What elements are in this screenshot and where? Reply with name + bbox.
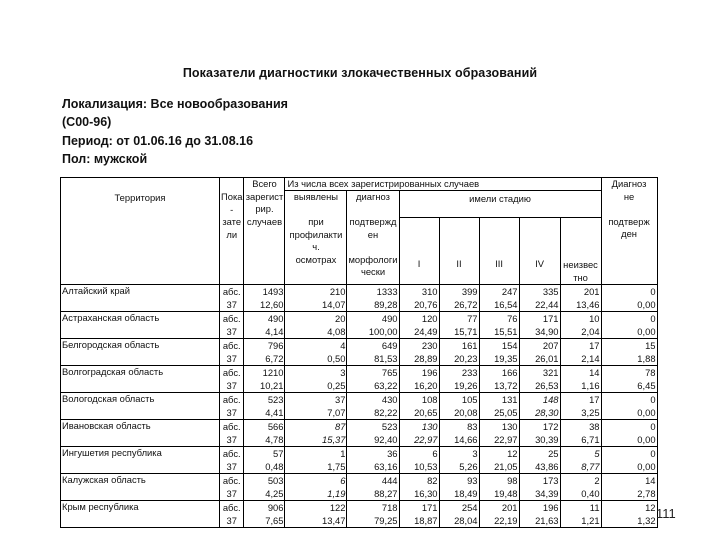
value-cell: 4,41 <box>244 406 285 420</box>
value-cell: 0 <box>601 447 657 461</box>
value-cell: 0,00 <box>601 433 657 447</box>
header-stage-3 <box>479 218 519 285</box>
value-cell: 7,07 <box>285 406 347 420</box>
header-stage-group-label: имели стадию <box>469 193 531 204</box>
value-cell: 108 <box>399 393 439 407</box>
indicator-abs: абс. <box>220 285 244 299</box>
value-cell: 254 <box>439 501 479 515</box>
value-cell: 14 <box>560 366 601 380</box>
page-number: 111 <box>656 506 676 521</box>
indicator-abs: абс. <box>220 312 244 326</box>
value-cell: 120 <box>399 312 439 326</box>
table-row <box>61 501 658 515</box>
value-cell: 6,71 <box>560 433 601 447</box>
table-row <box>61 285 658 299</box>
value-cell: 796 <box>244 339 285 353</box>
header-detected-prophylactic <box>285 191 347 285</box>
value-cell: 0,48 <box>244 460 285 474</box>
value-cell: 19,26 <box>439 379 479 393</box>
value-cell: 1,16 <box>560 379 601 393</box>
value-cell: 0,50 <box>285 352 347 366</box>
value-cell: 0 <box>601 312 657 326</box>
sex-label: Пол: мужской <box>62 151 148 166</box>
indicator-abs: абс. <box>220 474 244 488</box>
value-cell: 93 <box>439 474 479 488</box>
value-cell: 503 <box>244 474 285 488</box>
indicator-abs: абс. <box>220 339 244 353</box>
value-cell: 81,53 <box>347 352 399 366</box>
value-cell: 26,01 <box>519 352 560 366</box>
value-cell: 523 <box>347 420 399 434</box>
territory-name: Вологодская область <box>61 393 220 420</box>
h-unknown-line: неизвес <box>563 259 598 270</box>
value-cell: 566 <box>244 420 285 434</box>
table-row <box>61 420 658 434</box>
value-cell: 98 <box>479 474 519 488</box>
value-cell: 0,00 <box>601 406 657 420</box>
table-body <box>61 285 658 528</box>
value-cell: 7,65 <box>244 514 285 528</box>
value-cell: 87 <box>285 420 347 434</box>
territory-name: Волгоградская область <box>61 366 220 393</box>
h-notconf-line: Диагноз <box>611 178 647 189</box>
value-cell: 4,08 <box>285 325 347 339</box>
value-cell: 88,27 <box>347 487 399 501</box>
value-cell: 28,30 <box>519 406 560 420</box>
value-cell: 171 <box>519 312 560 326</box>
h-notconf-line: подтверж <box>608 215 650 227</box>
value-cell: 4,25 <box>244 487 285 501</box>
value-cell: 16,30 <box>399 487 439 501</box>
diagnostics-table <box>60 177 658 528</box>
value-cell: 490 <box>347 312 399 326</box>
value-cell: 19,35 <box>479 352 519 366</box>
value-cell: 82 <box>399 474 439 488</box>
value-cell: 28,04 <box>439 514 479 528</box>
header-territory-label: Территория <box>114 192 166 203</box>
value-cell: 17 <box>560 393 601 407</box>
value-cell: 15 <box>601 339 657 353</box>
value-cell: 19,48 <box>479 487 519 501</box>
value-cell: 83 <box>439 420 479 434</box>
value-cell: 25 <box>519 447 560 461</box>
value-cell: 12,60 <box>244 298 285 312</box>
h-detected-line: выявлены <box>293 191 339 202</box>
value-cell: 3 <box>439 447 479 461</box>
table-row <box>61 312 658 326</box>
value-cell: 21,05 <box>479 460 519 474</box>
value-cell: 130 <box>399 420 439 434</box>
value-cell: 1493 <box>244 285 285 299</box>
stage-4-label: IV <box>535 258 544 269</box>
h-ind-line: Пока <box>221 191 243 202</box>
value-cell: 1,88 <box>601 352 657 366</box>
indicator-pct: 37 <box>220 514 244 528</box>
value-cell: 166 <box>479 366 519 380</box>
header-confirmed-morphologically <box>347 191 399 285</box>
header-stage-1 <box>399 218 439 285</box>
territory-name: Ивановская область <box>61 420 220 447</box>
value-cell: 247 <box>479 285 519 299</box>
value-cell: 26,53 <box>519 379 560 393</box>
value-cell: 430 <box>347 393 399 407</box>
value-cell: 13,72 <box>479 379 519 393</box>
value-cell: 24,49 <box>399 325 439 339</box>
value-cell: 2,78 <box>601 487 657 501</box>
h-confirmed-line: диагноз <box>356 191 390 202</box>
value-cell: 196 <box>519 501 560 515</box>
value-cell: 20,08 <box>439 406 479 420</box>
value-cell: 28,89 <box>399 352 439 366</box>
value-cell: 38 <box>560 420 601 434</box>
value-cell: 1,75 <box>285 460 347 474</box>
h-detected-line: профилакти <box>289 228 343 240</box>
value-cell: 6 <box>399 447 439 461</box>
value-cell: 0,00 <box>601 460 657 474</box>
territory-name: Калужская область <box>61 474 220 501</box>
value-cell: 34,39 <box>519 487 560 501</box>
report-meta <box>62 95 288 168</box>
indicator-pct: 37 <box>220 460 244 474</box>
localization-code: (С00-96) <box>62 115 112 130</box>
header-stage-4 <box>519 218 560 285</box>
header-group-label: Из числа всех зарегистрированных случаев <box>287 178 480 189</box>
header-not-confirmed <box>601 178 657 285</box>
indicator-abs: абс. <box>220 366 244 380</box>
value-cell: 172 <box>519 420 560 434</box>
value-cell: 1,32 <box>601 514 657 528</box>
h-ind-line: ли <box>226 228 238 240</box>
h-confirmed-line: морфологи <box>348 253 398 265</box>
value-cell: 15,51 <box>479 325 519 339</box>
value-cell: 10,53 <box>399 460 439 474</box>
value-cell: 6,45 <box>601 379 657 393</box>
value-cell: 22,19 <box>479 514 519 528</box>
value-cell: 4,78 <box>244 433 285 447</box>
value-cell: 148 <box>519 393 560 407</box>
value-cell: 20,65 <box>399 406 439 420</box>
localization-label: Локализация: Все новообразования <box>62 97 288 111</box>
value-cell: 10 <box>560 312 601 326</box>
value-cell: 444 <box>347 474 399 488</box>
h-confirmed-line: подтвержд <box>349 216 397 227</box>
value-cell: 76 <box>479 312 519 326</box>
table-row <box>61 366 658 380</box>
value-cell: 20 <box>285 312 347 326</box>
value-cell: 2,04 <box>560 325 601 339</box>
value-cell: 3 <box>285 366 347 380</box>
value-cell: 16,54 <box>479 298 519 312</box>
value-cell: 37 <box>285 393 347 407</box>
value-cell: 12 <box>479 447 519 461</box>
value-cell: 100,00 <box>347 325 399 339</box>
value-cell: 14 <box>601 474 657 488</box>
value-cell: 78 <box>601 366 657 380</box>
value-cell: 89,28 <box>347 298 399 312</box>
value-cell: 22,44 <box>519 298 560 312</box>
h-total-line: рир. <box>255 203 274 214</box>
value-cell: 130 <box>479 420 519 434</box>
value-cell: 171 <box>399 501 439 515</box>
value-cell: 233 <box>439 366 479 380</box>
value-cell: 6,72 <box>244 352 285 366</box>
territory-name: Алтайский край <box>61 285 220 312</box>
value-cell: 1,21 <box>560 514 601 528</box>
table-header <box>61 178 658 285</box>
indicator-abs: абс. <box>220 447 244 461</box>
document-title: Показатели диагностики злокачественных образований <box>182 66 538 80</box>
indicator-pct: 37 <box>220 487 244 501</box>
header-indicator <box>220 178 244 285</box>
value-cell: 12 <box>601 501 657 515</box>
period-label: Период: от 01.06.16 до 31.08.16 <box>62 133 254 148</box>
indicator-pct: 37 <box>220 406 244 420</box>
value-cell: 1210 <box>244 366 285 380</box>
value-cell: 173 <box>519 474 560 488</box>
stage-1-label: I <box>417 258 421 269</box>
h-unknown-line: тно <box>573 271 588 283</box>
value-cell: 122 <box>285 501 347 515</box>
value-cell: 1 <box>285 447 347 461</box>
stage-3-label: III <box>495 258 503 269</box>
value-cell: 0,00 <box>601 325 657 339</box>
indicator-pct: 37 <box>220 352 244 366</box>
header-group-all-registered <box>285 178 601 191</box>
value-cell: 57 <box>244 447 285 461</box>
value-cell: 105 <box>439 393 479 407</box>
value-cell: 5,26 <box>439 460 479 474</box>
h-confirmed-line <box>348 204 397 217</box>
value-cell: 0,25 <box>285 379 347 393</box>
header-stage-2 <box>439 218 479 285</box>
value-cell: 210 <box>285 285 347 299</box>
value-cell: 10,21 <box>244 379 285 393</box>
value-cell: 21,63 <box>519 514 560 528</box>
value-cell: 63,16 <box>347 460 399 474</box>
value-cell: 207 <box>519 339 560 353</box>
indicator-abs: абс. <box>220 501 244 515</box>
value-cell: 16,20 <box>399 379 439 393</box>
indicator-pct: 37 <box>220 298 244 312</box>
value-cell: 13,47 <box>285 514 347 528</box>
value-cell: 399 <box>439 285 479 299</box>
value-cell: 131 <box>479 393 519 407</box>
value-cell: 3,25 <box>560 406 601 420</box>
header-total-registered <box>244 178 285 285</box>
value-cell: 36 <box>347 447 399 461</box>
h-confirmed-line <box>348 241 397 254</box>
value-cell: 1,19 <box>285 487 347 501</box>
value-cell: 5 <box>560 447 601 461</box>
value-cell: 649 <box>347 339 399 353</box>
value-cell: 34,90 <box>519 325 560 339</box>
value-cell: 4,14 <box>244 325 285 339</box>
value-cell: 0,40 <box>560 487 601 501</box>
value-cell: 201 <box>560 285 601 299</box>
value-cell: 43,86 <box>519 460 560 474</box>
value-cell: 906 <box>244 501 285 515</box>
h-notconf-line: ден <box>621 228 637 239</box>
value-cell: 0,00 <box>601 298 657 312</box>
header-territory <box>61 178 220 285</box>
h-detected-line: при <box>308 216 324 227</box>
value-cell: 1333 <box>347 285 399 299</box>
value-cell: 765 <box>347 366 399 380</box>
value-cell: 18,87 <box>399 514 439 528</box>
value-cell: 22,97 <box>399 433 439 447</box>
value-cell: 26,72 <box>439 298 479 312</box>
value-cell: 196 <box>399 366 439 380</box>
indicator-pct: 37 <box>220 325 244 339</box>
h-confirmed-line: ен <box>367 228 379 240</box>
h-ind-line: - <box>230 203 234 215</box>
value-cell: 310 <box>399 285 439 299</box>
value-cell: 230 <box>399 339 439 353</box>
value-cell: 0 <box>601 393 657 407</box>
table-row <box>61 474 658 488</box>
value-cell: 201 <box>479 501 519 515</box>
h-notconf-line: не <box>623 190 635 202</box>
header-stage-unknown <box>560 218 601 285</box>
value-cell: 20,76 <box>399 298 439 312</box>
h-confirmed-line: чески <box>360 266 386 277</box>
table-row <box>61 393 658 407</box>
value-cell: 79,25 <box>347 514 399 528</box>
value-cell: 22,97 <box>479 433 519 447</box>
h-detected-line: ч. <box>312 241 320 252</box>
h-detected-line: осмотрах <box>295 253 337 265</box>
h-total-line: случаев <box>246 215 283 227</box>
value-cell: 335 <box>519 285 560 299</box>
stage-2-label: II <box>456 258 462 269</box>
table-row <box>61 339 658 353</box>
value-cell: 13,46 <box>560 298 601 312</box>
value-cell: 490 <box>244 312 285 326</box>
h-total-line: Всего <box>252 178 277 189</box>
value-cell: 2 <box>560 474 601 488</box>
value-cell: 77 <box>439 312 479 326</box>
indicator-pct: 37 <box>220 433 244 447</box>
indicator-abs: абс. <box>220 393 244 407</box>
value-cell: 0 <box>601 285 657 299</box>
value-cell: 8,77 <box>560 460 601 474</box>
h-notconf-line <box>603 203 656 216</box>
value-cell: 92,40 <box>347 433 399 447</box>
value-cell: 321 <box>519 366 560 380</box>
value-cell: 523 <box>244 393 285 407</box>
value-cell: 15,37 <box>285 433 347 447</box>
table-row <box>61 447 658 461</box>
value-cell: 0 <box>601 420 657 434</box>
value-cell: 25,05 <box>479 406 519 420</box>
value-cell: 4 <box>285 339 347 353</box>
value-cell: 15,71 <box>439 325 479 339</box>
value-cell: 63,22 <box>347 379 399 393</box>
territory-name: Крым республика <box>61 501 220 528</box>
value-cell: 6 <box>285 474 347 488</box>
value-cell: 82,22 <box>347 406 399 420</box>
indicator-pct: 37 <box>220 379 244 393</box>
h-total-line: зарегист <box>245 190 284 202</box>
value-cell: 30,39 <box>519 433 560 447</box>
value-cell: 20,23 <box>439 352 479 366</box>
value-cell: 2,14 <box>560 352 601 366</box>
territory-name: Ингушетия республика <box>61 447 220 474</box>
territory-name: Астраханская область <box>61 312 220 339</box>
h-detected-line <box>286 204 345 217</box>
value-cell: 17 <box>560 339 601 353</box>
value-cell: 161 <box>439 339 479 353</box>
value-cell: 718 <box>347 501 399 515</box>
value-cell: 14,66 <box>439 433 479 447</box>
value-cell: 154 <box>479 339 519 353</box>
header-stage-group <box>399 191 601 218</box>
value-cell: 18,49 <box>439 487 479 501</box>
territory-name: Белгородская область <box>61 339 220 366</box>
h-ind-line: зате <box>222 216 242 227</box>
value-cell: 14,07 <box>285 298 347 312</box>
indicator-abs: абс. <box>220 420 244 434</box>
value-cell: 11 <box>560 501 601 515</box>
